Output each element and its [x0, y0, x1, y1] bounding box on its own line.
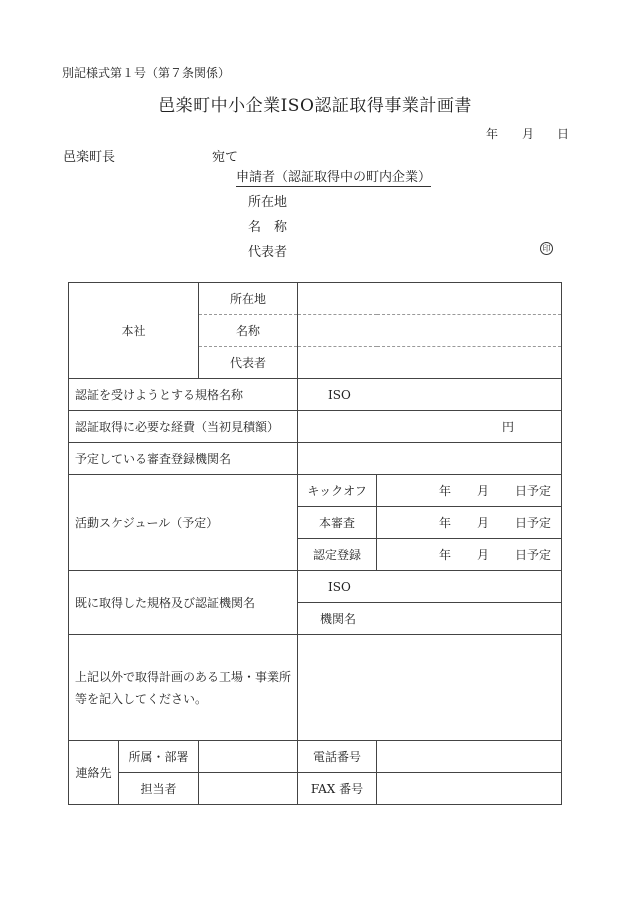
- schedule-label: 活動スケジュール（予定）: [69, 475, 298, 571]
- existing-label: 既に取得した規格及び認証機関名: [69, 571, 298, 635]
- plan-table: [68, 282, 562, 805]
- honsha-rep-field[interactable]: [298, 347, 562, 379]
- audit-day: 日予定: [515, 516, 552, 530]
- phone-field[interactable]: [377, 741, 562, 773]
- registrar-label: 予定している審査登録機関名: [69, 443, 298, 475]
- expense-label: 認証取得に必要な経費（当初見積額）: [69, 411, 298, 443]
- kickoff-day: 日予定: [515, 484, 552, 498]
- fax-label: FAX 番号: [298, 773, 377, 805]
- existing-iso-prefix: ISO: [328, 579, 351, 594]
- applicant-name-label: 名 称: [248, 220, 288, 235]
- applicant-address-label: 所在地: [248, 195, 288, 210]
- honsha-rep-label: 代表者: [199, 347, 298, 379]
- registrar-field[interactable]: [298, 443, 562, 475]
- registration-day: 日予定: [515, 548, 552, 562]
- atena: 宛て: [212, 150, 239, 165]
- schedule-audit-date[interactable]: [377, 507, 562, 539]
- fax-field[interactable]: [377, 773, 562, 805]
- existing-org-label: 機関名: [320, 612, 357, 626]
- registration-year: 年: [439, 548, 452, 562]
- date-month: 月: [522, 127, 535, 141]
- schedule-kickoff-date[interactable]: [377, 475, 562, 507]
- seal-icon: 印: [540, 242, 553, 255]
- applicant-rep-label: 代表者: [248, 245, 288, 260]
- yen-unit: 円: [502, 420, 515, 434]
- person-label: 担当者: [119, 773, 199, 805]
- kickoff-year: 年: [439, 484, 452, 498]
- date-year: 年: [486, 127, 499, 141]
- existing-org-field[interactable]: [298, 603, 562, 635]
- person-field[interactable]: [199, 773, 298, 805]
- honsha-name-label: 名称: [199, 315, 298, 347]
- honsha-address-label: 所在地: [199, 283, 298, 315]
- standard-name-field[interactable]: [298, 379, 562, 411]
- other-plans-field[interactable]: [298, 635, 562, 741]
- schedule-registration-date[interactable]: [377, 539, 562, 571]
- schedule-registration-label: 認定登録: [298, 539, 377, 571]
- kickoff-month: 月: [477, 484, 490, 498]
- schedule-audit-label: 本審査: [298, 507, 377, 539]
- honsha-address-field[interactable]: [298, 283, 562, 315]
- other-plans-label: 上記以外で取得計画のある工場・事業所等を記入してください。: [69, 635, 298, 741]
- audit-month: 月: [477, 516, 490, 530]
- expense-field[interactable]: [298, 411, 562, 443]
- contact-label: 連絡先: [69, 741, 119, 805]
- honsha-label: 本社: [69, 283, 199, 379]
- addressee: 邑楽町長: [63, 150, 116, 165]
- existing-iso-field[interactable]: [298, 571, 562, 603]
- standard-name-label: 認証を受けようとする規格名称: [69, 379, 298, 411]
- applicant-heading: 申請者（認証取得中の町内企業）: [236, 166, 431, 187]
- standard-iso-prefix: ISO: [328, 387, 351, 402]
- page-title: 邑楽町中小企業ISO認証取得事業計画書: [158, 96, 472, 116]
- phone-label: 電話番号: [298, 741, 377, 773]
- audit-year: 年: [439, 516, 452, 530]
- schedule-kickoff-label: キックオフ: [298, 475, 377, 507]
- date-day: 日: [557, 127, 570, 141]
- dept-field[interactable]: [199, 741, 298, 773]
- registration-month: 月: [477, 548, 490, 562]
- honsha-name-field[interactable]: [298, 315, 562, 347]
- form-label: 別記様式第１号（第７条関係）: [62, 66, 231, 80]
- dept-label: 所属・部署: [119, 741, 199, 773]
